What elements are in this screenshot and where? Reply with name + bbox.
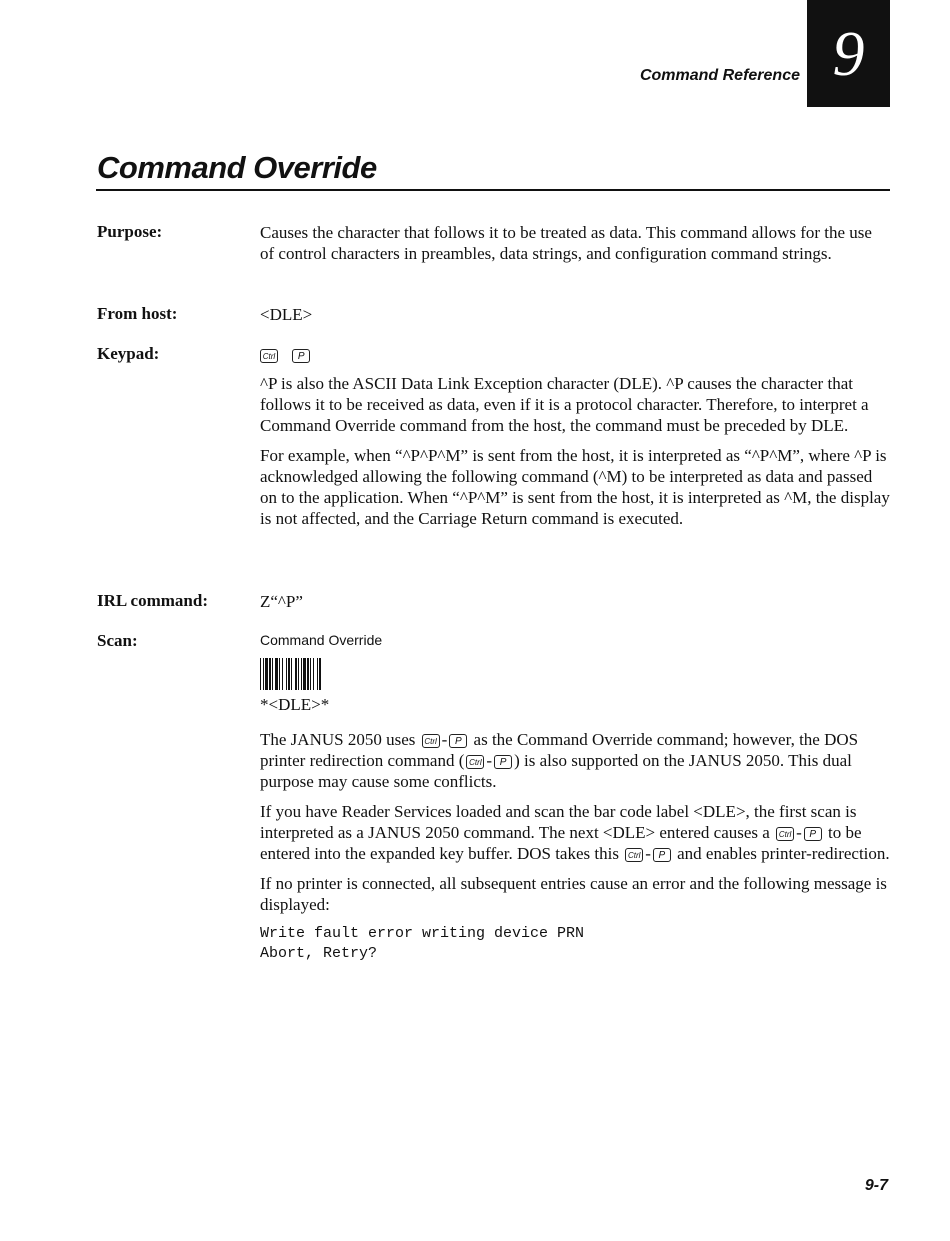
purpose-text — [260, 222, 890, 273]
page-title: Command Override — [97, 150, 377, 185]
barcode-bar — [310, 658, 311, 690]
barcode-bar — [282, 658, 283, 690]
from-host-value: <DLE> — [260, 305, 313, 324]
error-message — [260, 924, 890, 964]
ctrl-key-icon: Ctrl — [260, 349, 278, 363]
p-key-icon: P — [449, 734, 467, 748]
barcode-bar — [307, 658, 309, 690]
barcode-bar — [279, 658, 280, 690]
keypad-section — [260, 344, 890, 538]
barcode-bar — [313, 658, 314, 690]
from-host-label: From host: — [97, 304, 178, 323]
keypad-paragraph-1: ^P is also the ASCII Data Link Exception character (DLE). ^P causes the character that follows it to be received as data, even if it is a protocol character. Therefore, to interpret a Command Override command from the host, the command must be preceded by DLE. — [260, 374, 869, 435]
barcode-text: *<DLE>* — [260, 695, 330, 714]
barcode-bar — [298, 658, 299, 690]
p-key-icon: P — [292, 349, 310, 363]
title-rule — [96, 189, 890, 191]
error-message-line-2: Abort, Retry? — [260, 945, 378, 962]
barcode-bar — [317, 658, 318, 690]
scan-section — [260, 631, 890, 964]
section-header-title: Command Reference — [639, 67, 800, 84]
barcode-bar — [291, 658, 292, 690]
barcode-bar — [301, 658, 302, 690]
keypad-label: Keypad: — [97, 344, 160, 363]
scan-caption: Command Override — [260, 632, 383, 648]
keypad-keys — [260, 344, 890, 365]
p-key-icon: P — [494, 755, 512, 769]
ctrl-key-icon: Ctrl — [422, 734, 440, 748]
barcode-image — [260, 658, 356, 690]
error-message-line-1: Write fault error writing device PRN — [260, 925, 585, 942]
ctrl-key-icon: Ctrl — [776, 827, 794, 841]
barcode-bar — [269, 658, 271, 690]
barcode-bar — [260, 658, 261, 690]
barcode-bar — [265, 658, 268, 690]
p-key-icon: P — [653, 848, 671, 862]
scan-paragraph-2: If you have Reader Services loaded and scan the bar code label <DLE>, the first scan is interpreted as a JANUS 2050 command. The next <DLE> entered causes a Ctrl - P to be entered into the expanded key buffer. DOS takes this Ctrl - P and enables printer-redirection. — [260, 802, 890, 863]
barcode-bar — [319, 658, 321, 690]
chapter-number: 9 — [832, 17, 865, 89]
barcode-bar — [272, 658, 273, 690]
scan-label: Scan: — [97, 631, 138, 650]
irl-command-value: Z“^P” — [260, 592, 303, 611]
chapter-number-box — [807, 0, 890, 107]
scan-paragraph-3: If no printer is connected, all subsequent entries cause an error and the following message is displayed: — [260, 874, 887, 914]
barcode-bar — [288, 658, 290, 690]
scan-paragraph-1: The JANUS 2050 uses Ctrl - P as the Command Override command; however, the DOS printer redirection command ( Ctrl - P ) is also supported on the JANUS 2050. This dual purpose may cause some conflicts. — [260, 730, 859, 791]
barcode-bar — [295, 658, 297, 690]
barcode-bar — [286, 658, 287, 690]
ctrl-key-icon: Ctrl — [625, 848, 643, 862]
irl-command-label: IRL command: — [97, 591, 208, 610]
purpose-paragraph: Causes the character that follows it to be treated as data. This command allows for the use of control characters in preambles, data strings, and configuration command strings. — [260, 223, 872, 263]
page-number: 9-7 — [864, 1177, 888, 1194]
barcode-bar — [303, 658, 306, 690]
p-key-icon: P — [804, 827, 822, 841]
keypad-paragraph-2: For example, when “^P^P^M” is sent from the host, it is interpreted as “^P^M”, where ^P is acknowledged allowing the following command (^M) to be interpreted as data and passed on to the application. When “^P^M” is sent from the host, it is interpreted as ^M, the display is not affected, and the Carriage Return command is executed. — [260, 446, 890, 528]
barcode-bar — [275, 658, 278, 690]
purpose-label: Purpose: — [97, 222, 163, 241]
ctrl-key-icon: Ctrl — [466, 755, 484, 769]
barcode-bar — [263, 658, 264, 690]
